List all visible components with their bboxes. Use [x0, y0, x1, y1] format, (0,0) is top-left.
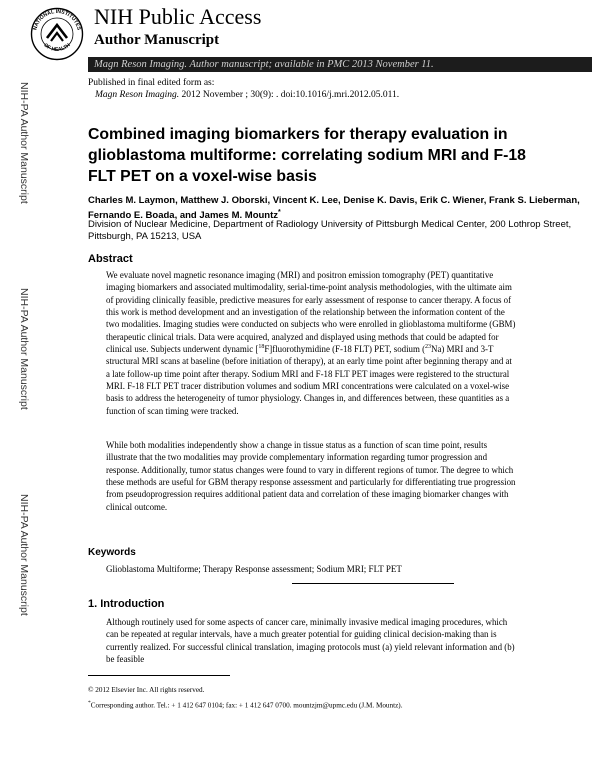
author-names: Charles M. Laymon, Matthew J. Oborski, Vincent K. Lee, Denise K. Davis, Erik C. Wiener, Frank S. Lieberman, Fernando E. Boada, and James M. Mountz: [88, 195, 580, 222]
abstract-text: We evaluate novel magnetic resonance imaging (MRI) and positron emission tomography (PET) quantitative imaging biomarkers and associated multimodality, serial-time-point analysis methodologies, with the ultimate aim of providing clinically feasible, predictive measures for early assessment of response to cancer therapy. A focus of this work is method development and an investigation of the relationship between the information content of the two modalities. Imaging studies were conducted on subjects who were enrolled in glioblastoma multiforme (GBM) therapeutic clinical trials. Data were acquired, analyzed and displayed using methods that could be adapted for clinical use. Subjects underwent dynamic [: [106, 270, 516, 355]
citation-journal: Magn Reson Imaging.: [95, 90, 180, 100]
footnote-asterisk: *: [88, 700, 91, 706]
keywords-list: Glioblastoma Multiforme; Therapy Response assessment; Sodium MRI; FLT PET: [106, 564, 402, 574]
affiliation: Division of Nuclear Medicine, Department of Radiology University of Pittsburgh Medical Center, 200 Lothrop Street, Pittsburgh, PA 15213, USA: [88, 219, 572, 243]
side-watermark: NIH-PA Author Manuscript: [18, 288, 30, 410]
abstract-text: F]fluorothymidine (F-18 FLT) PET, sodium (: [264, 344, 426, 355]
superscript: 23: [425, 344, 432, 351]
logo-text-top: NATIONAL INSTITUTES: [32, 8, 82, 31]
article-title: Combined imaging biomarkers for therapy evaluation in glioblastoma multiforme: correlating sodium MRI and F-18 FLT PET on a voxel-wise basis: [88, 126, 526, 185]
nih-public-access-title: NIH Public Access: [94, 4, 262, 29]
abstract-paragraph-1: [106, 269, 518, 417]
section-divider: [292, 583, 454, 584]
keywords-heading: Keywords: [88, 547, 136, 558]
corresponding-author-text: Corresponding author. Tel.: + 1 412 647 0104; fax: + 1 412 647 0700. mountzjm@upmc.edu (J.M. Mountz).: [90, 701, 403, 710]
citation: [95, 89, 399, 101]
author-asterisk: *: [278, 209, 281, 217]
footnote-divider: [88, 675, 230, 676]
abstract-text: Na) MRI and 3-T structural MRI scans at baseline (before initiation of therapy), at an early time point after beginning therapy and at a late follow-up time point after therapy. Sodium MRI and F-18 FLT PET images were registered to the structural MRI. F-18 FLT PET tracer distribution volumes and sodium MRI concentrations were calculated on a voxel-wise basis to address the heterogeneity of tumor physiology. Changes in, and differences between, these quantities as a function of scan timing were tracked.: [106, 344, 512, 416]
availability-text: Magn Reson Imaging. Author manuscript; available in PMC 2013 November 11.: [94, 59, 434, 70]
logo-text-bottom: OF HEALTH: [42, 42, 72, 53]
side-watermark: NIH-PA Author Manuscript: [18, 82, 30, 204]
corresponding-author-note: [88, 698, 403, 710]
citation-details: 2012 November ; 30(9): . doi:10.1016/j.mri.2012.05.011.: [179, 90, 400, 100]
copyright-notice: © 2012 Elsevier Inc. All rights reserved.: [88, 686, 205, 694]
abstract-heading: Abstract: [88, 253, 133, 265]
author-manuscript-label: Author Manuscript: [94, 32, 220, 48]
side-watermark: NIH-PA Author Manuscript: [18, 494, 30, 616]
superscript: 18: [258, 344, 265, 351]
introduction-paragraph: Although routinely used for some aspects of cancer care, minimally invasive medical imaging procedures, which can be repeated at regular intervals, have a much greater potential for guiding clinical decision-making than is currently realized. For successful clinical translation, imaging protocols must (a) yield relevant information and (b) be feasible: [106, 617, 515, 665]
published-label: Published in final edited form as:: [88, 78, 215, 88]
introduction-heading: 1. Introduction: [88, 598, 165, 610]
abstract-paragraph-2: While both modalities independently show a change in tissue status as a function of scan time point, results illustrate that the two modalities may provide complementary information regarding tumor progression and response. Additionally, tumor status changes were found to vary in different regions of tumor. The degree to which these methods are useful for GBM therapy response assessment and particularly for differentiating true progression from pseudoprogression requires additional patient data and correlation of these imaging biomarker changes with clinical outcome.: [106, 440, 516, 512]
nih-logo: [30, 7, 84, 61]
